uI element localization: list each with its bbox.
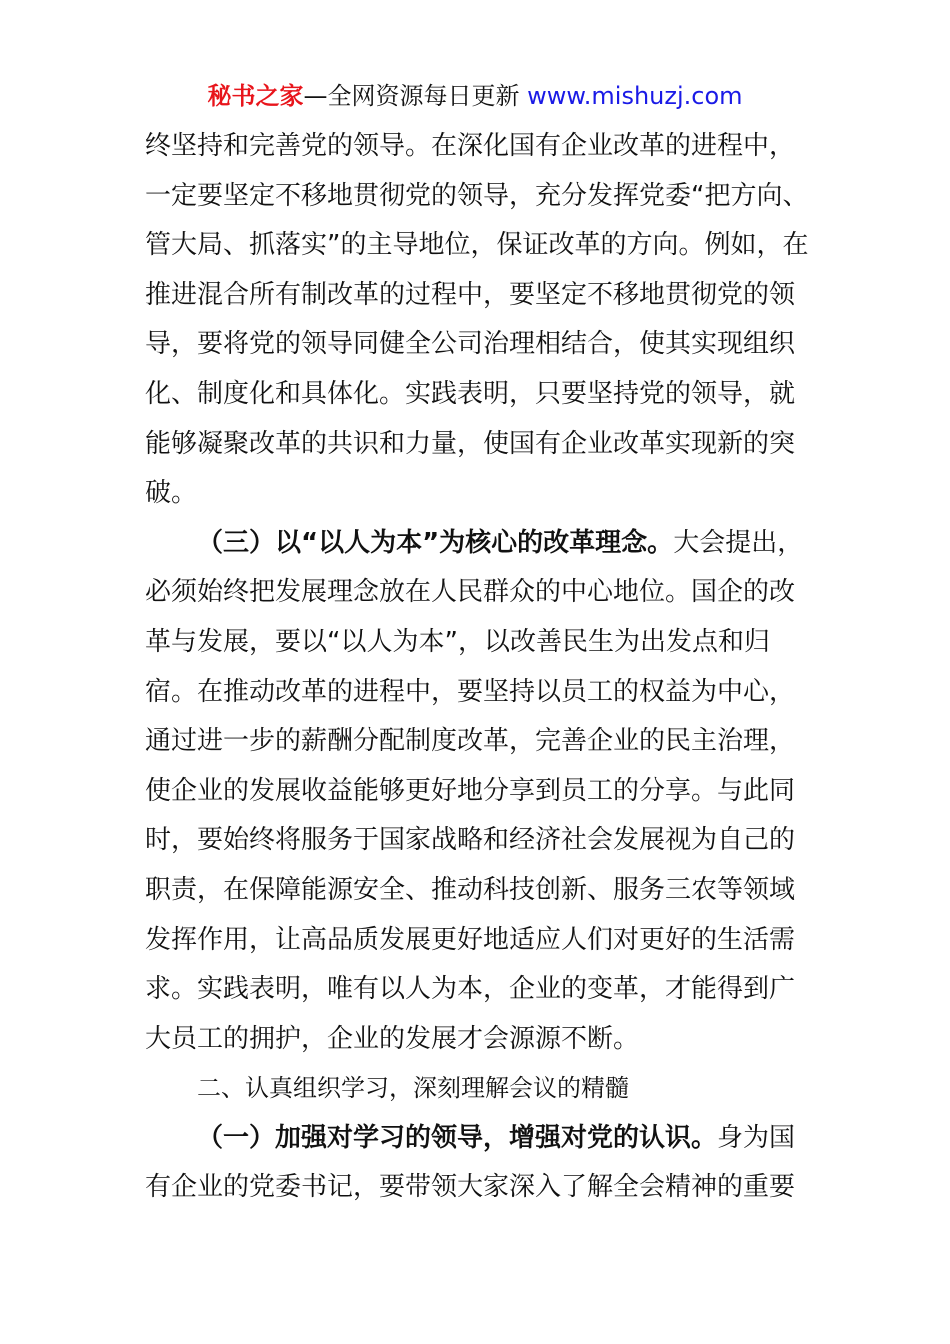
paragraph-people-centered-text: 大会提出，必须始终把发展理念放在人民群众的中心地位。国企的改革与发展，要以“以人为本”，以改善民生为出发点和归宿。在推动改革的进程中，要坚持以员工的权益为中心，通过进一步的薪酬分配制度改革，完善企业的民主治理，使企业的发展收益能够更好地分享到员工的分享。与此同时，要始终将服务于国家战略和经济社会发展视为自己的职责，在保障能源安全、推动科技创新、服务三农等领域发挥作用，让高品质发展更好地适应人们对更好的生活需求。实践表明，唯有以人为本，企业的变革，才能得到广大员工的拥护，企业的发展才会源源不断。 bbox=[145, 527, 804, 1054]
site-header bbox=[0, 80, 950, 112]
site-brand: 秘书之家 bbox=[207, 82, 304, 110]
section-heading: 二、认真组织学习，深刻理解会议的精髓 bbox=[197, 1074, 629, 1103]
subheading-study-leadership: （一）加强对学习的领导，增强对党的认识。 bbox=[197, 1122, 718, 1153]
site-url-link[interactable]: www.mishuzj.com bbox=[527, 82, 743, 110]
paragraph-continuation: 终坚持和完善党的领导。在深化国有企业改革的进程中，一定要坚定不移地贯彻党的领导，充分发挥党委“把方向、管大局、抓落实”的主导地位，保证改革的方向。例如，在推进混合所有制改革的过程中，要坚定不移地贯彻党的领导，要将党的领导同健全公司治理相结合，使其实现组织化、制度化和具体化。实践表明，只要坚持党的领导，就能够凝聚改革的共识和力量，使国有企业改革实现新的突破。 bbox=[145, 131, 809, 509]
site-tagline: —全网资源每日更新 bbox=[303, 82, 520, 110]
paragraph-people-centered bbox=[145, 519, 817, 1065]
document-body bbox=[145, 122, 817, 1213]
paragraph-study-leadership bbox=[145, 1114, 817, 1213]
subheading-people-centered: （三）以“以人为本”为核心的改革理念。 bbox=[197, 527, 674, 558]
paragraph-study-leadership-text: 身为国有企业的党委书记，要带领大家深入了解全会精神的重要 bbox=[145, 1122, 796, 1203]
